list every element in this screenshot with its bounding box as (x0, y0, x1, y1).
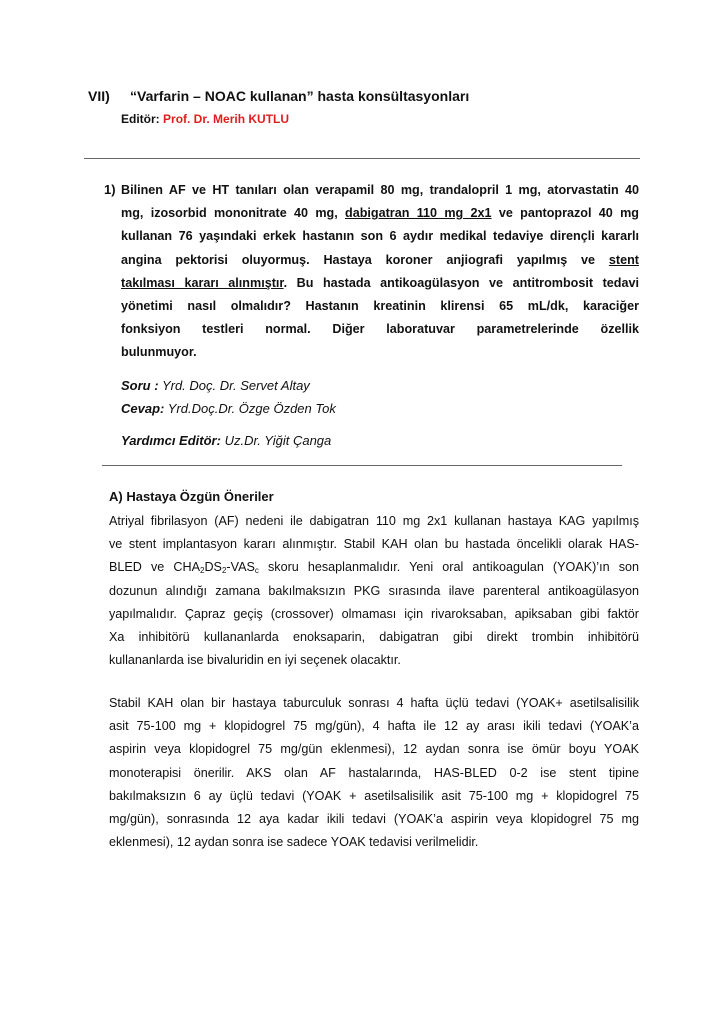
question-line: kullanan 76 yaşındaki erkek hastanın son 6 aydır medikal tedaviye dirençli kararlı (121, 229, 639, 244)
soru-label: Soru : (121, 378, 159, 393)
question-line: mg, izosorbid mononitrate 40 mg, dabigatran 110 mg 2x1 ve pantoprazol 40 mg (121, 206, 639, 221)
underlined-decision: takılması kararı alınmıştır (121, 275, 284, 290)
paragraph-line: kullananlarda ise bivaluridin en iyi seçenek olacaktır. (109, 653, 401, 668)
middle-divider (102, 465, 622, 466)
paragraph-line: eklenmesi), 12 aydan sonra ise sadece YOAK tedavisi verilmelidir. (109, 835, 479, 850)
paragraph-line: aspirin veya klopidogrel 75 mg/gün eklenmesi), 12 aydan sonra ise ömür boyu YOAK (109, 742, 639, 757)
section-number: VII) (88, 88, 110, 104)
paragraph-line: mg/gün), sonrasında 12 aya kadar ikili tedavi (YOAK’a aspirin veya klopidogrel 75 mg (109, 811, 639, 826)
paragraph-line: Atriyal fibrilasyon (AF) nedeni ile dabigatran 110 mg 2x1 kullanan hastaya KAG yapılmış (109, 514, 639, 528)
paragraph-line: yapılmalıdır. Çapraz geçiş (crossover) olmaması için rivaroksaban, apiksaban gibi faktör (109, 606, 639, 621)
editor-name: Prof. Dr. Merih KUTLU (163, 112, 290, 126)
cevap-label: Cevap: (121, 401, 165, 416)
paragraph-line: ve stent implantasyon kararı alınmıştır. Stabil KAH olan bu hastada öncelikli olarak HAS- (109, 537, 639, 552)
question-line: fonksiyon testleri normal. Diğer laboratuvar parametrelerinde özellik (121, 322, 639, 337)
soru-value: Yrd. Doç. Dr. Servet Altay (161, 378, 310, 393)
answer-paragraph-2 (109, 692, 639, 854)
question-line: angina pektorisi oluyormuş. Hastaya koroner anjiografi yapılmış ve stent (121, 252, 639, 267)
yardimci-editor-line (121, 433, 331, 448)
editor-label: Editör: (121, 112, 160, 126)
yardimci-label: Yardımcı Editör: (121, 433, 221, 448)
cevap-value: Yrd.Doç.Dr. Özge Özden Tok (167, 401, 336, 416)
yardimci-value: Uz.Dr. Yiğit Çanga (224, 433, 332, 448)
question-line: Bilinen AF ve HT tanıları olan verapamil 80 mg, trandalopril 1 mg, atorvastatin 40 (121, 183, 639, 197)
cevap-line (121, 401, 336, 416)
soru-line (121, 378, 310, 393)
question-line: takılması kararı alınmıştır. Bu hastada antikoagülasyon ve antitrombosit tedavi (121, 275, 639, 290)
answer-paragraph-1 (109, 510, 639, 672)
question-line: yönetimi nasıl olmalıdır? Hastanın kreatinin klirensi 65 mL/dk, karaciğer (121, 298, 639, 313)
paragraph-line: BLED ve $CHA_2DS_2-VAS_c$ skoru hesaplanmalıdır. Yeni oral antikoagulan (YOAK)’ın son (109, 560, 640, 576)
paragraph-line: asit 75-100 mg + klopidogrel 75 mg/gün), 4 hafta ile 12 ay arası ikili tedavi (YOAK’a (109, 719, 639, 734)
paragraph-line: Stabil KAH olan bir hastaya taburculuk sonrası 4 hafta üçlü tedavi (YOAK+ asetilsalisilik (109, 696, 639, 710)
underlined-stent: stent (608, 252, 639, 267)
question-text (121, 179, 639, 365)
paragraph-line: bakılmaksızın 6 ay üçlü tedavi (YOAK + asetilsalisilik asit 75-100 mg + klopidogrel 75 (109, 788, 639, 803)
paragraph-line: dozunun alındığı zamana bakılmaksızın PKG sırasında ilave parenteral antikoagülasyon (109, 583, 639, 598)
paragraph-line: Xa inhibitörü kullananlarda enoksaparin, dabigatran gibi direkt trombin inhibitörü (109, 629, 639, 644)
section-title: “Varfarin – NOAC kullanan” hasta konsültasyonları (130, 88, 470, 104)
top-divider (84, 158, 640, 159)
question-line: bulunmuyor. (121, 345, 197, 360)
underlined-drug: dabigatran 110 mg 2x1 (345, 206, 492, 221)
paragraph-line: monoterapisi önerilir. AKS olan AF hastalarında, HAS-BLED 0-2 ise stent tipine (109, 765, 639, 780)
question-number: 1) (104, 182, 116, 197)
answer-heading: A) Hastaya Özgün Öneriler (109, 489, 274, 504)
editor-line (121, 112, 289, 126)
